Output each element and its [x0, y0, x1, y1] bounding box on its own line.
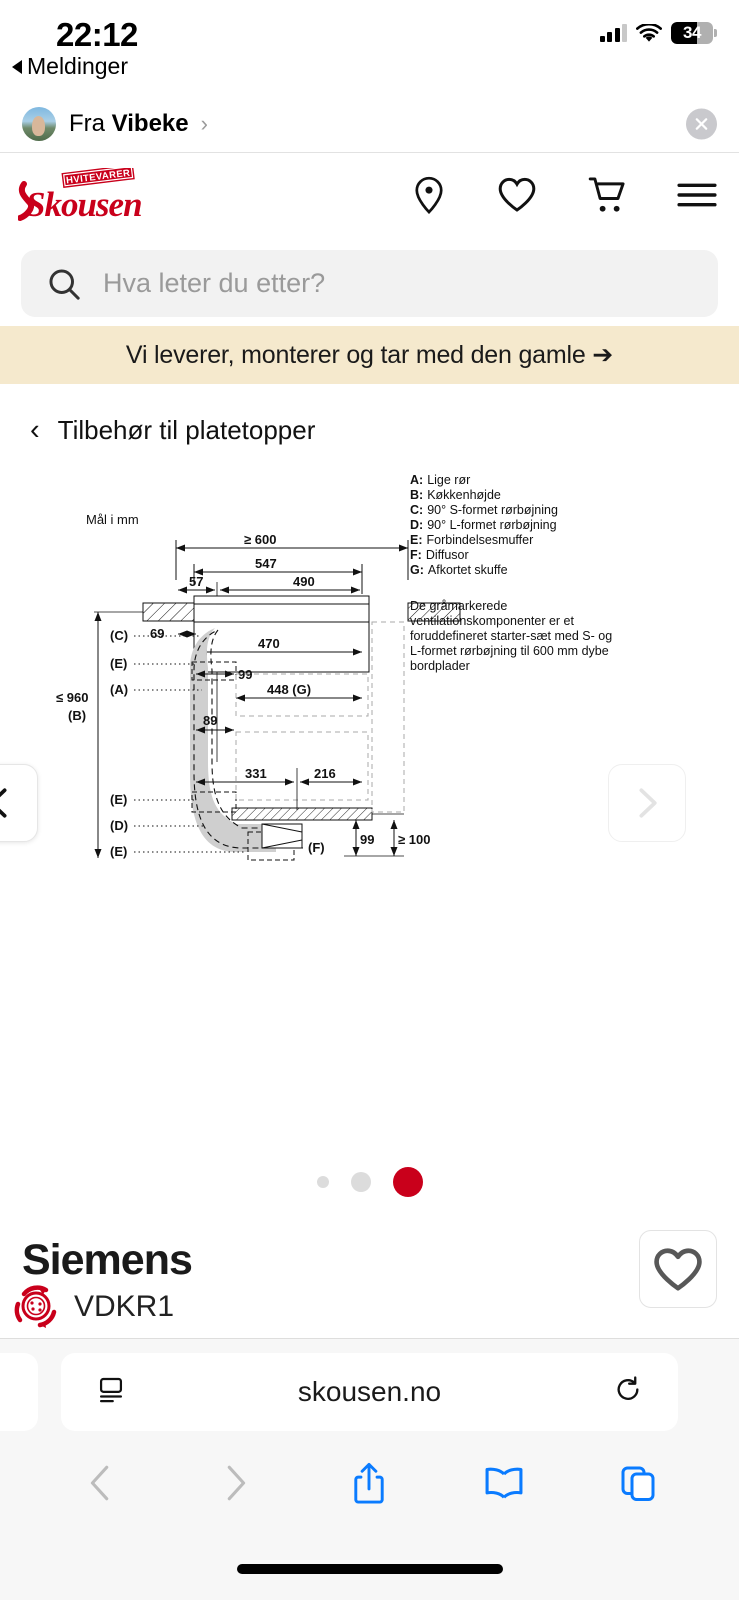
svg-text:448 (G): 448 (G) [267, 682, 312, 697]
svg-text:89: 89 [203, 713, 218, 728]
sender-prefix: Fra [69, 110, 112, 137]
svg-text:(E): (E) [110, 792, 128, 807]
svg-text:HVITEVARER: HVITEVARER [65, 168, 131, 187]
chevron-left-icon: ‹ [30, 413, 40, 446]
chevron-left-icon [86, 1463, 116, 1503]
svg-text:(C): (C) [110, 628, 129, 643]
adjacent-tab-peek[interactable] [0, 1353, 38, 1431]
svg-text:bordplader: bordplader [410, 659, 470, 673]
search-icon [47, 267, 81, 301]
svg-text:ventilationskomponenter er et: ventilationskomponenter er et [410, 614, 574, 628]
share-button[interactable] [334, 1448, 404, 1518]
svg-text:(A): (A) [110, 682, 129, 697]
gallery-next-button[interactable] [608, 764, 686, 842]
sender-name: Vibeke [111, 110, 189, 137]
book-icon [484, 1466, 524, 1500]
svg-text:A:Lige rør: A: Lige rør [410, 473, 471, 487]
svg-text:216: 216 [314, 766, 336, 781]
gallery-dot[interactable] [317, 1176, 329, 1188]
back-button[interactable] [66, 1448, 136, 1518]
svg-text:≥ 600: ≥ 600 [244, 532, 277, 547]
battery-nub [714, 29, 717, 37]
back-to-messages-button[interactable] [12, 53, 128, 80]
svg-text:490: 490 [293, 574, 315, 589]
heart-icon[interactable] [497, 177, 537, 213]
heart-icon [653, 1247, 703, 1292]
status-indicators [600, 22, 718, 44]
reload-button[interactable] [614, 1376, 642, 1409]
page-settings-icon [97, 1376, 125, 1404]
header-icon-group [412, 176, 717, 214]
promo-banner[interactable] [0, 326, 739, 384]
svg-text:(B): (B) [68, 708, 87, 723]
recycle-hob-icon [10, 1278, 62, 1330]
tabs-button[interactable] [603, 1448, 673, 1518]
svg-text:C:90° S-formet rørbøjning: C: 90° S-formet rørbøjning [410, 503, 558, 517]
cellular-bars-icon [600, 24, 628, 42]
search-input[interactable] [103, 268, 692, 299]
svg-text:57: 57 [189, 574, 204, 589]
svg-text:99: 99 [360, 832, 375, 847]
battery-icon [671, 22, 713, 44]
add-to-favorites-button[interactable] [639, 1230, 717, 1308]
product-model: VDKR1 [74, 1290, 175, 1323]
chevron-right-icon [220, 1463, 250, 1503]
svg-text:E:Forbindelsesmuffer: E: Forbindelsesmuffer [410, 533, 534, 547]
close-button[interactable] [686, 109, 717, 140]
sender-label [69, 110, 189, 138]
share-icon [352, 1461, 386, 1505]
skousen-logo[interactable] [18, 168, 153, 230]
svg-text:L-formet rørbøjning til 600 mm: L-formet rørbøjning til 600 mm dybe [410, 644, 609, 658]
battery-level: 34 [683, 23, 701, 42]
reload-icon [614, 1376, 642, 1404]
avatar [22, 107, 56, 141]
url-text: skousen.no [297, 1376, 442, 1407]
wifi-icon [636, 24, 662, 43]
back-triangle-icon [12, 60, 22, 74]
svg-text:547: 547 [255, 556, 277, 571]
forward-button[interactable] [200, 1448, 270, 1518]
svg-text:99: 99 [238, 667, 253, 682]
safari-toolbar [0, 1443, 739, 1523]
back-app-label: Meldinger [27, 53, 128, 79]
chevron-left-icon [0, 786, 16, 820]
status-bar [0, 0, 739, 92]
product-summary [0, 1218, 739, 1338]
chevron-right-icon: › [200, 111, 208, 136]
location-pin-icon[interactable] [412, 176, 446, 214]
promo-text: Vi leverer, monterer og tar med den gamle ➔ [125, 341, 614, 369]
tabs-icon [620, 1465, 656, 1501]
cart-icon[interactable] [588, 176, 626, 214]
safari-browser-chrome [0, 1338, 739, 1600]
site-header [0, 154, 739, 326]
hamburger-menu-icon[interactable] [677, 182, 717, 208]
close-icon [694, 117, 709, 132]
svg-text:(D): (D) [110, 818, 129, 833]
svg-text:G:Afkortet skuffe: G: Afkortet skuffe [410, 563, 508, 577]
svg-text:(E): (E) [110, 844, 128, 859]
svg-text:D:90° L-formet rørbøjning: D: 90° L-formet rørbøjning [410, 518, 557, 532]
svg-text:≤ 960: ≤ 960 [56, 690, 89, 705]
chevron-right-icon [630, 786, 664, 820]
product-gallery [0, 462, 739, 1162]
product-brand: Siemens [22, 1236, 192, 1284]
page-settings-button[interactable] [97, 1376, 125, 1409]
breadcrumb[interactable] [0, 404, 739, 456]
svg-text:331: 331 [245, 766, 267, 781]
sender-banner[interactable] [0, 96, 739, 153]
gallery-dot[interactable] [351, 1172, 371, 1192]
search-bar[interactable] [21, 250, 718, 317]
svg-text:F:Diffusor: F: Diffusor [410, 548, 469, 562]
svg-text:B:Køkkenhøjde: B: Køkkenhøjde [410, 488, 501, 502]
svg-text:(F): (F) [308, 840, 325, 855]
svg-text:foruddefineret starter-sæt med: foruddefineret starter-sæt med S- og [410, 629, 613, 643]
address-bar[interactable] [61, 1353, 678, 1431]
svg-text:De gråmarkerede: De gråmarkerede [410, 599, 508, 613]
breadcrumb-label: Tilbehør til platetopper [57, 414, 316, 445]
svg-text:(E): (E) [110, 656, 128, 671]
diagram-unit-note: Mål i mm [86, 512, 139, 527]
svg-text:69: 69 [150, 626, 165, 641]
gallery-prev-button[interactable] [0, 764, 38, 842]
safari-tab-strip [0, 1353, 739, 1431]
status-clock: 22:12 [56, 16, 138, 53]
home-indicator [237, 1564, 503, 1574]
product-diagram-image[interactable] [0, 462, 739, 942]
svg-text:470: 470 [258, 636, 280, 651]
svg-text:Skousen: Skousen [26, 185, 142, 224]
svg-text:≥ 100: ≥ 100 [398, 832, 431, 847]
bookmarks-button[interactable] [469, 1448, 539, 1518]
gallery-dot-active[interactable] [393, 1167, 423, 1197]
gallery-pagination-dots [0, 1167, 739, 1197]
